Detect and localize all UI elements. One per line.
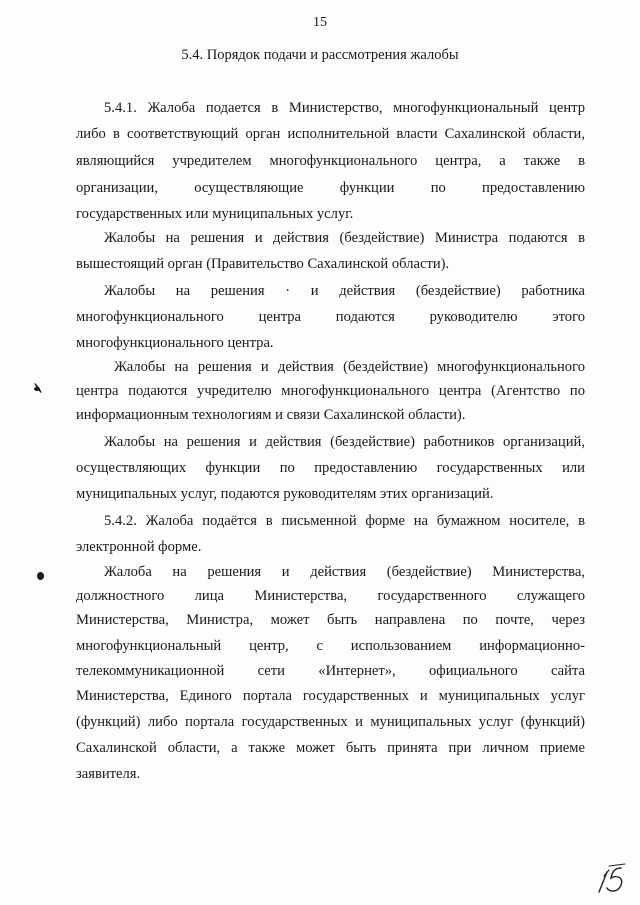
paragraph-line: Жалобы на решения · и действия (бездействие) работника (104, 283, 585, 299)
paragraph-line: (функций) либо портала государственных и муниципальных услуг (функций) (76, 714, 585, 730)
paragraph-line: являющийся учредителем многофункционального центра, а также в (76, 153, 585, 169)
paragraph-line: 5.4.1. Жалоба подается в Министерство, многофункциональный центр (104, 100, 585, 116)
paragraph-line: многофункционального центра. (76, 335, 274, 351)
paragraph-line: информационным технологиям и связи Сахалинской области). (76, 407, 466, 423)
paragraph-line: Министерства, Единого портала государственных и муниципальных услуг (76, 688, 585, 704)
paragraph-line: телекоммуникационной сети «Интернет», официального сайта (76, 663, 585, 679)
paragraph-line: государственных или муниципальных услуг. (76, 206, 354, 222)
paragraph-line: Жалобы на решения и действия (бездействие) многофункционального (114, 359, 585, 375)
paragraph-line: вышестоящий орган (Правительство Сахалинской области). (76, 256, 450, 272)
paragraph-line: заявителя. (76, 766, 141, 782)
paragraph-line: осуществляющих функции по предоставлению государственных или (76, 460, 585, 476)
page-number: 15 (313, 15, 327, 30)
paragraph-line: либо в соответствующий орган исполнительной власти Сахалинской области, (76, 126, 585, 142)
handwritten-page-mark (595, 862, 629, 896)
paragraph-line: муниципальных услуг, подаются руководителям этих организаций. (76, 486, 494, 502)
paragraph-line: многофункциональный центр, с использованием информационно- (76, 638, 585, 654)
paragraph-line: Министерства, Министра, может быть направлена по почте, через (76, 612, 585, 628)
paragraph-line: Жалобы на решения и действия (бездействие) Министра подаются в (104, 230, 585, 246)
paragraph-line: организации, осуществляющие функции по предоставлению (76, 180, 585, 196)
paragraph-line: центра подаются учредителю многофункционального центра (Агентство по (76, 383, 585, 399)
paragraph-line: Сахалинской области, а также может быть принята при личном приеме (76, 740, 585, 756)
scan-mark (37, 572, 44, 580)
section-heading: 5.4. Порядок подачи и рассмотрения жалобы (181, 47, 459, 63)
paragraph-line: Жалобы на решения и действия (бездействие) работников организаций, (104, 434, 585, 450)
paragraph-line: многофункционального центра подаются руководителю этого (76, 309, 585, 325)
paragraph-line: 5.4.2. Жалоба подаётся в письменной форме на бумажном носителе, в (104, 513, 585, 529)
paragraph-line: Жалоба на решения и действия (бездействие) Министерства, (104, 564, 585, 580)
paragraph-line: должностного лица Министерства, государственного служащего (76, 588, 585, 604)
paragraph-line: электронной форме. (76, 539, 202, 555)
